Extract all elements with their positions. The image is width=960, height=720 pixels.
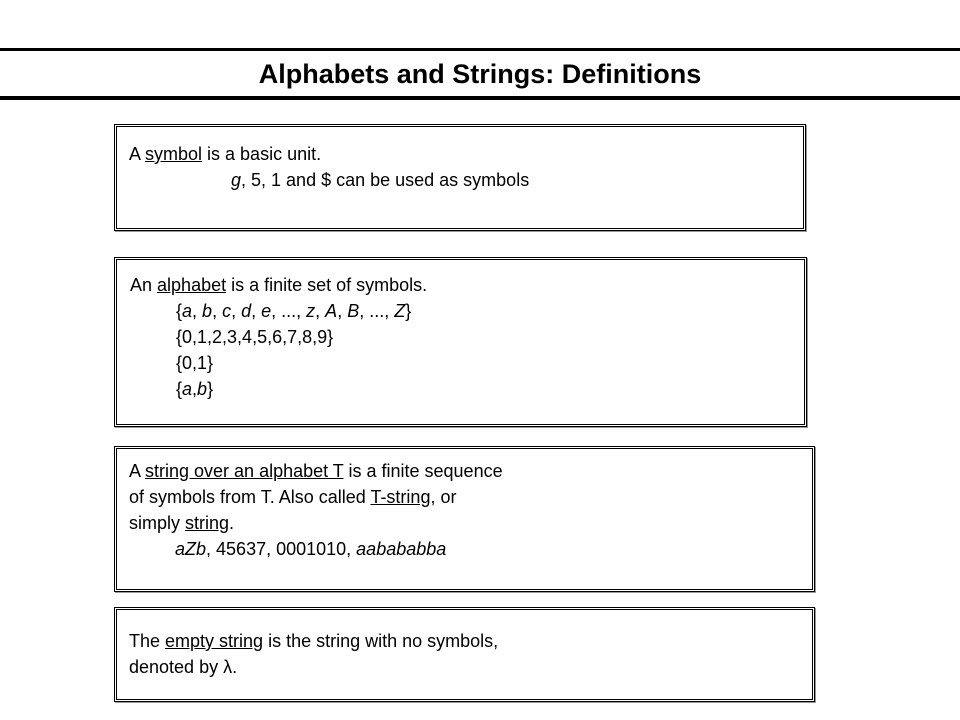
example-aabababba: aabababba (356, 539, 447, 559)
sep: , (251, 301, 262, 321)
string-definition-line2 (129, 484, 812, 510)
example-g: g (231, 170, 242, 190)
text: is a finite set of symbols. (226, 275, 428, 295)
string-definition-line3 (129, 510, 812, 536)
text: denoted by (129, 657, 224, 677)
alphabet-definition-box (114, 257, 807, 427)
sep: , ..., (271, 301, 307, 321)
brace: } (207, 379, 214, 399)
text: . (229, 513, 235, 533)
sep: , ..., (359, 301, 395, 321)
sep: , (315, 301, 326, 321)
empty-string-definition-line2 (129, 654, 812, 680)
letter: Z (394, 301, 406, 321)
alphabet-example-ab (130, 376, 804, 402)
text: , 45637, 0001010, (206, 539, 357, 559)
brace: { (176, 301, 183, 321)
empty-string-definition-box (114, 607, 815, 702)
term-string-over-alphabet: string over an alphabet T (145, 461, 344, 481)
text: . (232, 657, 238, 677)
text: is a basic unit. (202, 144, 322, 164)
letter: a (182, 301, 193, 321)
alphabet-definition (130, 272, 804, 298)
sep: , (192, 301, 203, 321)
letter: b (197, 379, 208, 399)
string-examples (129, 536, 812, 562)
letter: c (222, 301, 232, 321)
brace: } (405, 301, 412, 321)
text: simply (129, 513, 186, 533)
term-alphabet: alphabet (157, 275, 227, 295)
sep: , (192, 379, 198, 399)
symbol-definition (129, 141, 803, 167)
alphabet-example-binary: {0,1} (176, 353, 214, 373)
brace: { (176, 379, 183, 399)
text: , or (430, 487, 457, 507)
letter: z (306, 301, 316, 321)
sep: , (337, 301, 348, 321)
sep: , (212, 301, 223, 321)
text: The (129, 631, 166, 651)
symbol-definition-box (114, 124, 806, 231)
sep: , (231, 301, 242, 321)
letter: a (182, 379, 193, 399)
page-title: Alphabets and Strings: Definitions (258, 59, 702, 89)
letter: e (261, 301, 272, 321)
text: of symbols from T. Also called (129, 487, 371, 507)
text: , 5, 1 and $ can be used as symbols (241, 170, 530, 190)
text: An (130, 275, 158, 295)
example-azb: aZb (175, 539, 207, 559)
letter: B (347, 301, 360, 321)
letter: A (325, 301, 338, 321)
term-symbol: symbol (145, 144, 203, 164)
symbol-examples (129, 167, 803, 193)
term-empty-string: empty string (165, 631, 264, 651)
string-definition-line1 (129, 458, 812, 484)
text: is the string with no symbols, (263, 631, 499, 651)
alphabet-example-letters (130, 298, 804, 324)
empty-string-definition-line1 (129, 628, 812, 654)
title-underline-rule (0, 96, 960, 100)
term-string: string (185, 513, 230, 533)
letter: b (202, 301, 213, 321)
text: A (129, 461, 146, 481)
string-definition-box (114, 446, 815, 592)
letter: d (241, 301, 252, 321)
term-t-string: T-string (370, 487, 431, 507)
text: A (129, 144, 146, 164)
text: is a finite sequence (343, 461, 503, 481)
alphabet-example-digits: {0,1,2,3,4,5,6,7,8,9} (176, 327, 334, 347)
top-rule (0, 48, 960, 51)
lambda-symbol: λ (223, 657, 233, 677)
